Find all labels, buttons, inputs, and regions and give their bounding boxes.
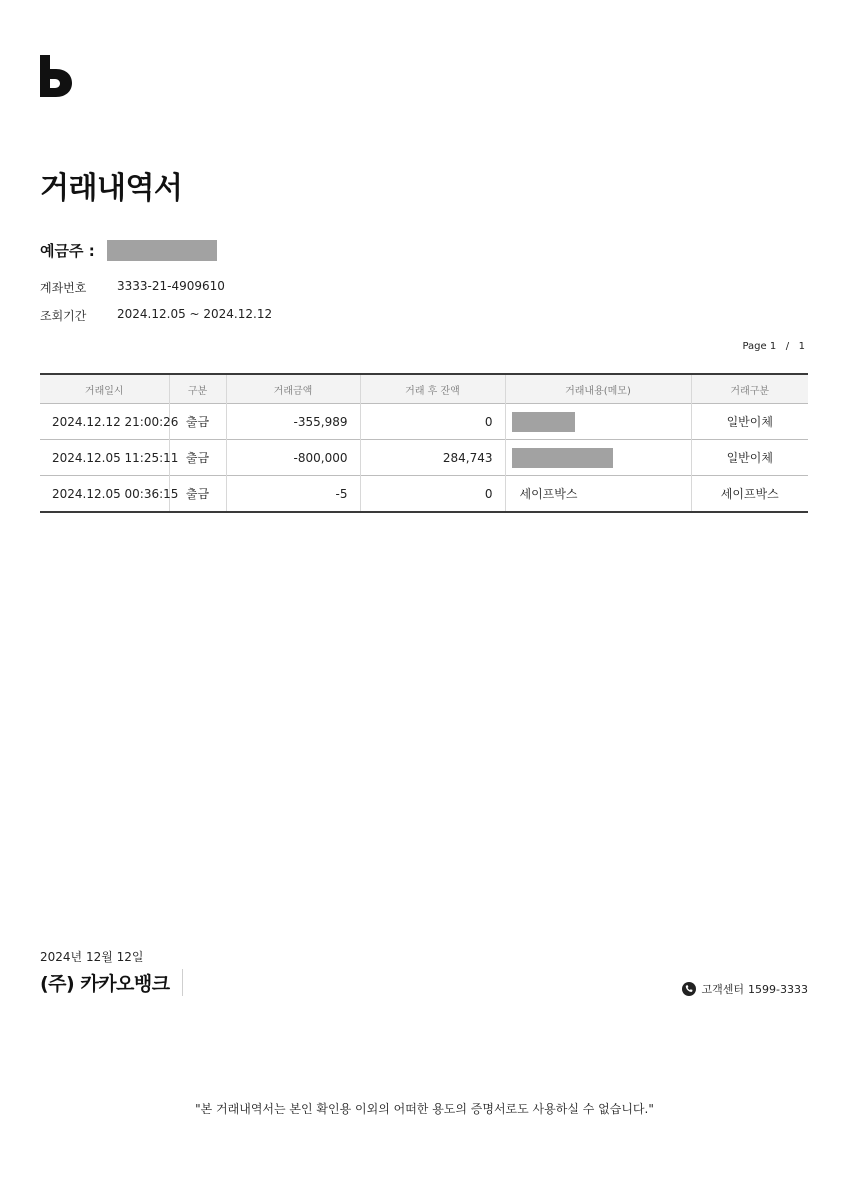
cell-balance: 0 — [360, 404, 505, 440]
table-row — [40, 476, 808, 513]
cell-amount: -355,989 — [226, 404, 360, 440]
memo-redaction — [512, 448, 613, 468]
header-amount: 거래금액 — [226, 374, 360, 404]
cell-memo — [505, 404, 691, 440]
kakaobank-logo-icon — [40, 55, 72, 97]
cell-type: 일반이체 — [691, 440, 808, 476]
customer-center-label: 고객센터 — [701, 983, 745, 996]
account-number-row — [40, 279, 225, 296]
cell-category: 출금 — [169, 476, 226, 513]
phone-icon — [682, 982, 696, 996]
memo-text: 세이프박스 — [519, 487, 578, 501]
account-number-label: 계좌번호 — [40, 281, 87, 295]
cell-amount: -800,000 — [226, 440, 360, 476]
page-indicator: Page 1 / 1 — [742, 341, 805, 352]
cell-balance: 0 — [360, 476, 505, 513]
account-holder-redaction — [107, 240, 217, 261]
company-block — [40, 969, 183, 995]
account-holder — [40, 239, 217, 261]
issue-date: 2024년 12월 12일 — [40, 950, 144, 964]
customer-center — [682, 981, 808, 997]
header-balance: 거래 후 잔액 — [360, 374, 505, 404]
memo-redaction — [512, 412, 575, 432]
header-memo: 거래내용(메모) — [505, 374, 691, 404]
cell-type: 세이프박스 — [691, 476, 808, 513]
query-period-label: 조회기간 — [40, 309, 87, 323]
header-category: 구분 — [169, 374, 226, 404]
header-type: 거래구분 — [691, 374, 808, 404]
cell-balance: 284,743 — [360, 440, 505, 476]
disclaimer-text: "본 거래내역서는 본인 확인용 이외의 어떠한 용도의 증명서로도 사용하실 수 없습니다." — [195, 1102, 654, 1116]
cell-memo — [505, 440, 691, 476]
customer-center-number[interactable]: 1599-3333 — [748, 982, 808, 996]
cell-category: 출금 — [169, 440, 226, 476]
cell-category: 출금 — [169, 404, 226, 440]
transaction-table — [40, 373, 808, 513]
cell-memo — [505, 476, 691, 513]
document-title: 거래내역서 — [40, 171, 183, 206]
table-header-row — [40, 374, 808, 404]
header-datetime: 거래일시 — [84, 385, 124, 397]
cell-datetime: 2024.12.05 00:36:15 — [40, 476, 169, 513]
account-holder-label: 예금주 : — [40, 241, 100, 260]
query-period-value: 2024.12.05 ~ 2024.12.12 — [117, 307, 273, 321]
table-row — [40, 440, 808, 476]
company-name: (주) 카카오뱅크 — [40, 969, 183, 996]
query-period-row — [40, 307, 272, 324]
account-number-value: 3333-21-4909610 — [117, 279, 225, 293]
table-row — [40, 404, 808, 440]
cell-datetime: 2024.12.12 21:00:26 — [40, 404, 169, 440]
cell-amount: -5 — [226, 476, 360, 513]
cell-datetime: 2024.12.05 11:25:11 — [40, 440, 169, 476]
cell-type: 일반이체 — [691, 404, 808, 440]
